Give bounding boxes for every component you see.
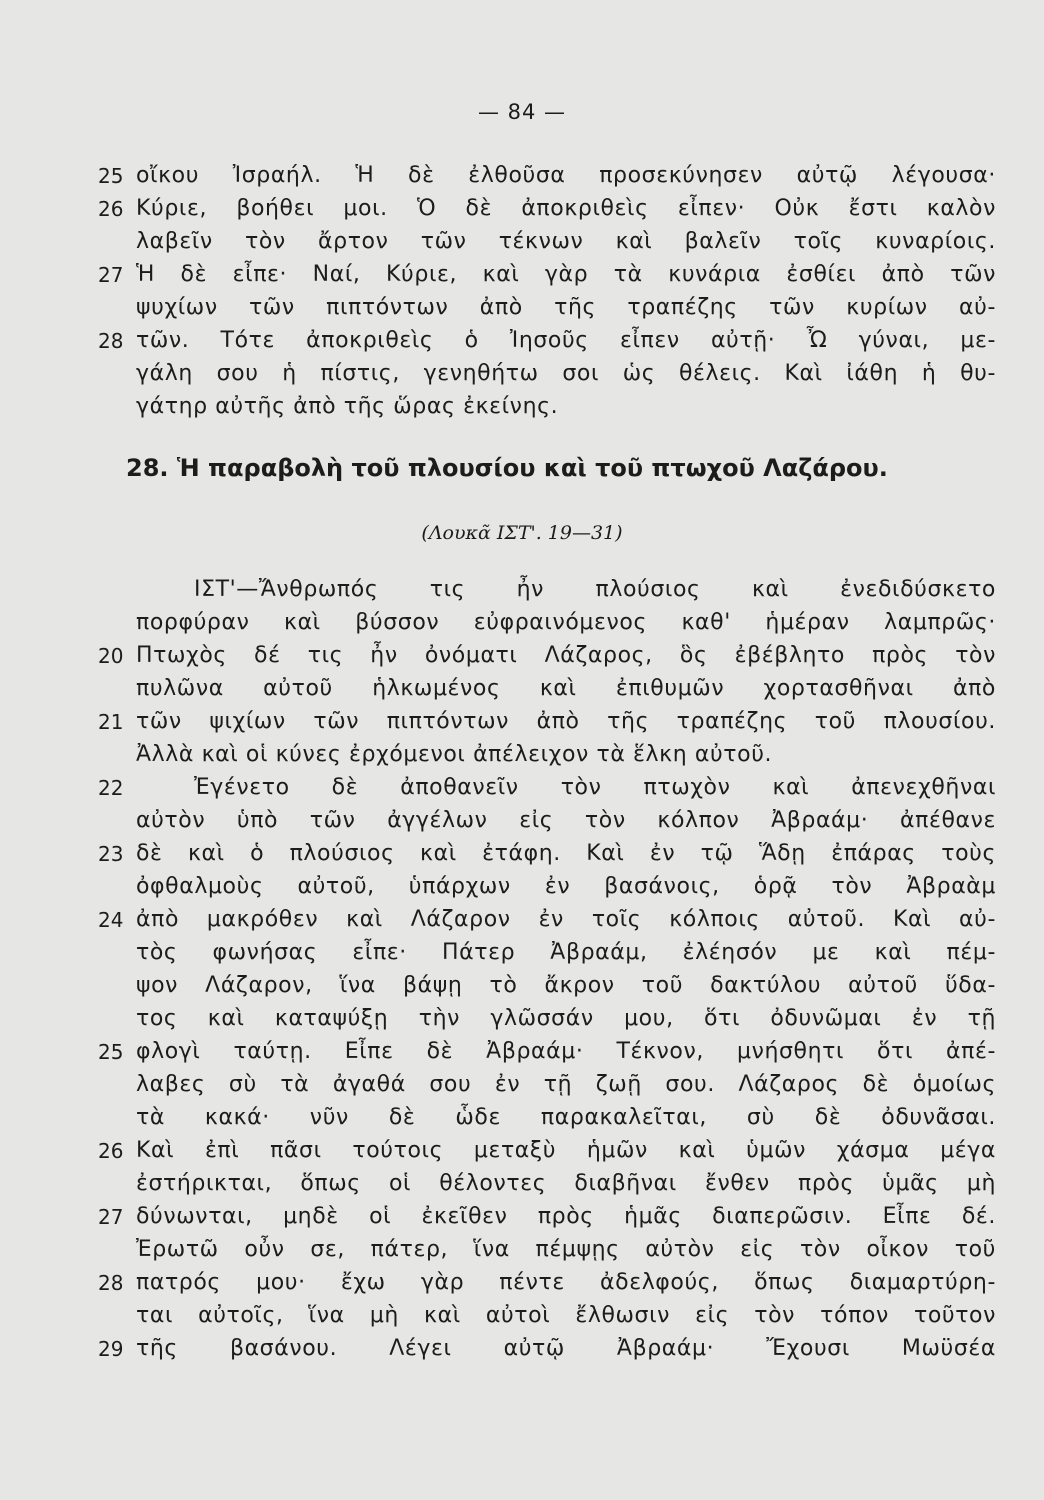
text-line: ψον Λάζαρον, ἵνα βάψῃ τὸ ἄκρον τοῦ δακτύλου αὐτοῦ ὕδα- — [136, 973, 996, 998]
verse-number: 27 — [98, 263, 124, 287]
verse-number: 25 — [98, 1040, 124, 1064]
text-line: Πτωχὸς δέ τις ἦν ὀνόματι Λάζαρος, ὃς ἐβέβλητο πρὸς τὸν — [136, 643, 996, 668]
page-number: — 84 — — [477, 100, 567, 124]
verse-number: 27 — [98, 1205, 124, 1229]
text-line: ὀφθαλμοὺς αὐτοῦ, ὑπάρχων ἐν βασάνοις, ὁρᾷ τὸν Ἀβραὰμ — [136, 874, 996, 899]
section-heading: 28. Ἡ παραβολὴ τοῦ πλουσίου καὶ τοῦ πτωχοῦ Λαζάρου. — [126, 454, 888, 482]
verse-number: 23 — [98, 842, 124, 866]
verse-number: 21 — [98, 710, 124, 734]
text-line: Ἐγένετο δὲ ἀποθανεῖν τὸν πτωχὸν καὶ ἀπενεχθῆναι — [194, 775, 996, 800]
text-line: πορφύραν καὶ βύσσον εὐφραινόμενος καθ' ἡμέραν λαμπρῶς· — [136, 610, 996, 635]
text-line: γάτηρ αὐτῆς ἀπὸ τῆς ὥρας ἐκείνης. — [136, 394, 559, 419]
text-line: λαβεῖν τὸν ἄρτον τῶν τέκνων καὶ βαλεῖν τοῖς κυναρίοις. — [136, 229, 996, 254]
verse-number: 24 — [98, 908, 124, 932]
text-line: δύνωνται, μηδὲ οἱ ἐκεῖθεν πρὸς ἡμᾶς διαπερῶσιν. Εἶπε δέ. — [136, 1204, 996, 1229]
text-line: οἴκου Ἰσραήλ. Ἡ δὲ ἐλθοῦσα προσεκύνησεν αὐτῷ λέγουσα· — [136, 163, 996, 188]
verse-number: 22 — [98, 776, 124, 800]
text-line: τὰ κακά· νῦν δὲ ὧδε παρακαλεῖται, σὺ δὲ ὀδυνᾶσαι. — [136, 1105, 996, 1130]
text-line: Καὶ ἐπὶ πᾶσι τούτοις μεταξὺ ἡμῶν καὶ ὑμῶν χάσμα μέγα — [136, 1138, 996, 1163]
text-line: τῆς βασάνου. Λέγει αὐτῷ Ἀβραάμ· Ἔχουσι Μωϋσέα — [136, 1336, 996, 1361]
text-line: πατρός μου· ἔχω γὰρ πέντε ἀδελφούς, ὅπως διαμαρτύρη- — [136, 1270, 996, 1295]
text-line: γάλη σου ἡ πίστις, γενηθήτω σοι ὡς θέλεις. Καὶ ἰάθη ἡ θυ- — [136, 361, 996, 386]
text-line: ἀπὸ μακρόθεν καὶ Λάζαρον ἐν τοῖς κόλποις αὐτοῦ. Καὶ αὐ- — [136, 907, 996, 932]
verse-number: 26 — [98, 1139, 124, 1163]
verse-number: 25 — [98, 164, 124, 188]
text-line: λαβες σὺ τὰ ἀγαθά σου ἐν τῇ ζωῇ σου. Λάζαρος δὲ ὁμοίως — [136, 1072, 996, 1097]
text-line: τῶν ψιχίων τῶν πιπτόντων ἀπὸ τῆς τραπέζης τοῦ πλουσίου. — [136, 709, 996, 734]
text-line: τος καὶ καταψύξῃ τὴν γλῶσσάν μου, ὅτι ὀδυνῶμαι ἐν τῇ — [136, 1006, 996, 1031]
text-line: Ἀλλὰ καὶ οἱ κύνες ἐρχόμενοι ἀπέλειχον τὰ ἕλκη αὐτοῦ. — [136, 742, 773, 767]
verse-number: 28 — [98, 329, 124, 353]
text-line: τὸς φωνήσας εἶπε· Πάτερ Ἀβραάμ, ἐλέησόν με καὶ πέμ- — [136, 940, 996, 965]
text-line: δὲ καὶ ὁ πλούσιος καὶ ἐτάφη. Καὶ ἐν τῷ Ἅδῃ ἐπάρας τοὺς — [136, 841, 996, 866]
text-line: φλογὶ ταύτῃ. Εἶπε δὲ Ἀβραάμ· Τέκνον, μνήσθητι ὅτι ἀπέ- — [136, 1039, 996, 1064]
scripture-reference: (Λουκᾶ ΙΣΤ'. 19—31) — [421, 522, 623, 544]
text-line: Ἐρωτῶ οὖν σε, πάτερ, ἵνα πέμψῃς αὐτὸν εἰς τὸν οἶκον τοῦ — [136, 1237, 996, 1262]
verse-number: 29 — [98, 1337, 124, 1361]
text-line: ψυχίων τῶν πιπτόντων ἀπὸ τῆς τραπέζης τῶν κυρίων αὐ- — [136, 295, 996, 320]
verse-number: 28 — [98, 1271, 124, 1295]
text-line: τῶν. Τότε ἀποκριθεὶς ὁ Ἰησοῦς εἶπεν αὐτῇ· Ὦ γύναι, με- — [136, 328, 996, 353]
text-line: ΙΣΤ'—Ἄνθρωπός τις ἦν πλούσιος καὶ ἐνεδιδύσκετο — [194, 577, 996, 602]
verse-number: 26 — [98, 197, 124, 221]
text-line: ἐστήρικται, ὅπως οἱ θέλοντες διαβῆναι ἔνθεν πρὸς ὑμᾶς μὴ — [136, 1171, 996, 1196]
text-line: Κύριε, βοήθει μοι. Ὁ δὲ ἀποκριθεὶς εἶπεν· Οὐκ ἔστι καλὸν — [136, 196, 996, 221]
text-line: πυλῶνα αὐτοῦ ἡλκωμένος καὶ ἐπιθυμῶν χορτασθῆναι ἀπὸ — [136, 676, 996, 701]
text-line: Ἡ δὲ εἶπε· Ναί, Κύριε, καὶ γὰρ τὰ κυνάρια ἐσθίει ἀπὸ τῶν — [136, 262, 996, 287]
verse-number: 20 — [98, 644, 124, 668]
text-line: αὐτὸν ὑπὸ τῶν ἀγγέλων εἰς τὸν κόλπον Ἀβραάμ· ἀπέθανε — [136, 808, 996, 833]
text-line: ται αὐτοῖς, ἵνα μὴ καὶ αὐτοὶ ἔλθωσιν εἰς τὸν τόπον τοῦτον — [136, 1303, 996, 1328]
